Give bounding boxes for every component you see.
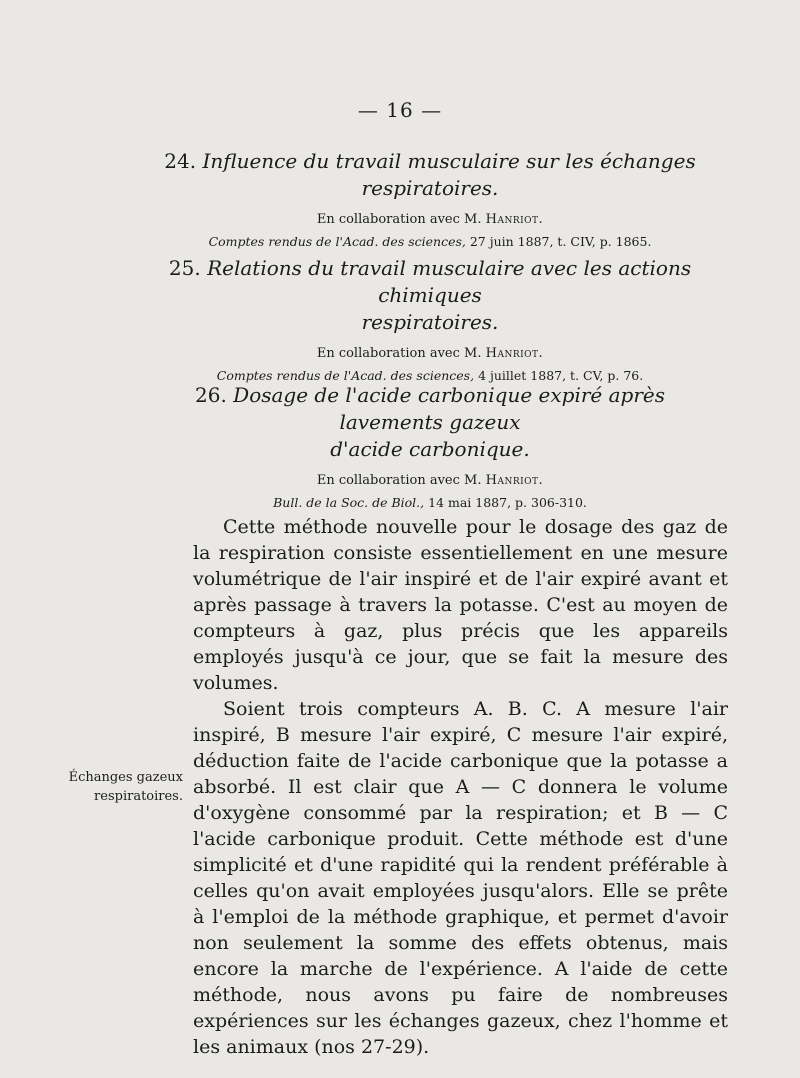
reference-details: 14 mai 1887, p. 306-310. xyxy=(428,495,587,510)
bibliography-entry xyxy=(150,255,710,385)
bibliography-entry xyxy=(150,148,710,251)
entry-title xyxy=(150,255,710,336)
collab-prefix: En collaboration avec M. xyxy=(316,212,482,227)
body-paragraph: Soient trois compteurs A. B. C. A mesure l'air inspiré, B mesure l'air expiré, C mesure l'air expiré, déduction faite de l'acide carbonique que la potasse a absorbé. Il est clair que A — C donnera le volume d'oxygène consommé par la respiration; et B — C l'acide carbonique produit. Cette méthode est d'une simplicité et d'une rapidité qui la rendent préférable à celles qu'on avait employées jusqu'alors. Elle se prête à l'emploi de la méthode graphique, et permet d'avoir non seulement la somme des effets obtenus, mais encore la marche de l'expérience. A l'aide de cette méthode, nous avons pu faire de nombreuses expériences sur les échanges gazeux, chez l'homme et les animaux (nos 27-29). xyxy=(193,698,728,1058)
reference-journal: Comptes rendus de l'Acad. des sciences, xyxy=(216,368,475,383)
reference-details: 4 juillet 1887, t. CV, p. 76. xyxy=(478,368,644,383)
collab-name: Hanriot. xyxy=(485,212,544,227)
page-number: — 16 — xyxy=(357,98,443,122)
entry-title-line: d'acide carbonique. xyxy=(330,437,530,461)
entry-title-line: respiratoires. xyxy=(361,310,499,334)
reference-journal: Comptes rendus de l'Acad. des sciences, xyxy=(208,234,466,249)
body-paragraph: Cette méthode nouvelle pour le dosage des gaz de la respiration consiste essentiellement en une mesure volumétrique de l'air inspiré et de l'air expiré avant et après passage à travers la potasse. C'est au moyen de compteurs à gaz, plus précis que les appareils employés jusqu'à ce jour, que se fait la mesure des volumes. xyxy=(193,516,728,694)
collaboration-line xyxy=(150,211,710,229)
collab-name: Hanriot. xyxy=(485,473,544,488)
collaboration-line xyxy=(150,345,710,363)
entry-title-line: Dosage de l'acide carbonique expiré après lavements gazeux xyxy=(233,383,665,434)
entry-title xyxy=(150,148,710,202)
entry-number: 25. xyxy=(168,256,201,280)
reference-journal: Bull. de la Soc. de Biol., xyxy=(273,495,425,510)
entry-title-line: Influence du travail musculaire sur les échanges respiratoires. xyxy=(202,149,696,200)
reference-details: 27 juin 1887, t. CIV, p. 1865. xyxy=(469,234,652,249)
publication-reference xyxy=(150,233,710,251)
marginal-note-line: respiratoires. xyxy=(94,789,183,804)
collab-prefix: En collaboration avec M. xyxy=(316,473,482,488)
body-text xyxy=(193,514,728,1060)
collab-name: Hanriot. xyxy=(485,346,544,361)
bibliography-entry xyxy=(150,382,710,512)
marginal-note xyxy=(58,768,183,806)
entry-number: 26. xyxy=(195,383,227,407)
collaboration-line xyxy=(150,472,710,490)
collab-prefix: En collaboration avec M. xyxy=(316,346,482,361)
marginal-note-line: Échanges gazeux xyxy=(68,770,183,785)
entry-number: 24. xyxy=(164,149,197,173)
entry-title xyxy=(150,382,710,463)
entry-title-line: Relations du travail musculaire avec les actions chimiques xyxy=(207,256,692,307)
publication-reference xyxy=(150,494,710,512)
